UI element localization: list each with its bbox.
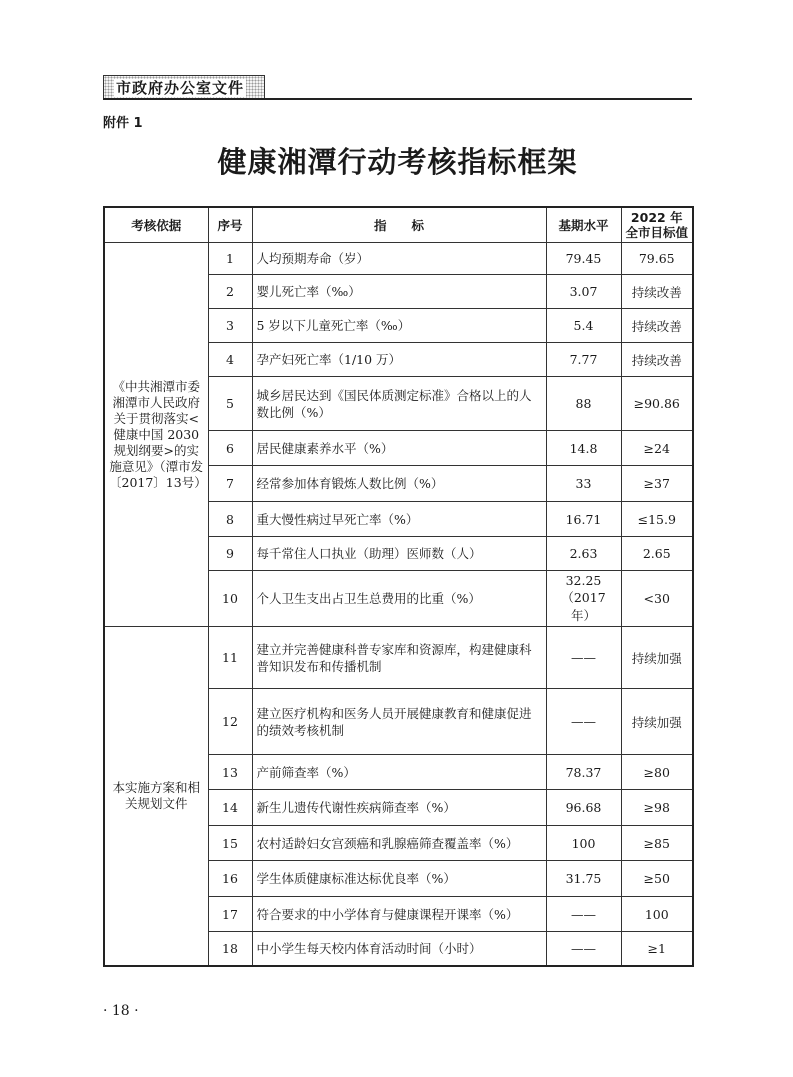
basis-cell: 《中共湘潭市委湘潭市人民政府关于贯彻落实<健康中国 2030 规划纲要>的实施意见》（潭市发〔2017〕13号）: [104, 243, 208, 627]
indicator-cell: 5 岁以下儿童死亡率（‰）: [252, 309, 546, 343]
baseline-cell: 16.71: [546, 502, 621, 537]
number-cell: 12: [208, 689, 252, 755]
indicator-cell: 学生体质健康标准达标优良率（%）: [252, 861, 546, 897]
column-header-baseline: 基期水平: [546, 207, 621, 243]
indicator-cell: 婴儿死亡率（‰）: [252, 275, 546, 309]
indicator-cell: 重大慢性病过早死亡率（%）: [252, 502, 546, 537]
indicator-cell: 建立医疗机构和医务人员开展健康教育和健康促进的绩效考核机制: [252, 689, 546, 755]
baseline-cell: [546, 571, 621, 627]
indicator-cell: 孕产妇死亡率（1/10 万）: [252, 343, 546, 377]
indicator-cell: 中小学生每天校内体育活动时间（小时）: [252, 932, 546, 966]
baseline-cell: 78.37: [546, 755, 621, 790]
baseline-cell: ——: [546, 932, 621, 966]
number-cell: 6: [208, 431, 252, 466]
baseline-cell: 88: [546, 377, 621, 431]
table-row: [104, 243, 693, 275]
header-rule: [103, 98, 692, 100]
baseline-cell: ——: [546, 627, 621, 689]
column-header-target-label: 全市目标值: [625, 225, 689, 240]
indicator-cell: 经常参加体育锻炼人数比例（%）: [252, 466, 546, 502]
indicator-table: [103, 206, 694, 967]
number-cell: 9: [208, 537, 252, 571]
target-cell: ≥85: [621, 826, 693, 861]
column-header-basis: 考核依据: [104, 207, 208, 243]
baseline-cell: ——: [546, 897, 621, 932]
indicator-cell: 人均预期寿命（岁）: [252, 243, 546, 275]
target-cell: <30: [621, 571, 693, 627]
basis-cell: 本实施方案和相关规划文件: [104, 627, 208, 966]
column-header-target-year: 2022 年: [630, 210, 683, 225]
number-cell: 4: [208, 343, 252, 377]
target-cell: ≥50: [621, 861, 693, 897]
table-header-row: [104, 207, 693, 243]
number-cell: 5: [208, 377, 252, 431]
target-cell: ≤15.9: [621, 502, 693, 537]
indicator-cell: 农村适龄妇女宫颈癌和乳腺癌筛查覆盖率（%）: [252, 826, 546, 861]
number-cell: 18: [208, 932, 252, 966]
target-cell: 持续改善: [621, 343, 693, 377]
number-cell: 7: [208, 466, 252, 502]
indicator-cell: 符合要求的中小学体育与健康课程开课率（%）: [252, 897, 546, 932]
column-header-number: 序号: [208, 207, 252, 243]
baseline-cell: 3.07: [546, 275, 621, 309]
column-header-indicator: 指 标: [252, 207, 546, 243]
number-cell: 3: [208, 309, 252, 343]
indicator-cell: 新生儿遗传代谢性疾病筛查率（%）: [252, 790, 546, 826]
number-cell: 16: [208, 861, 252, 897]
target-cell: ≥80: [621, 755, 693, 790]
baseline-cell: 7.77: [546, 343, 621, 377]
attachment-label: 附件 1: [103, 116, 143, 131]
page-title: 健康湘潭行动考核指标框架: [217, 145, 578, 179]
baseline-year-note: （2017 年）: [561, 590, 606, 623]
indicator-cell: 建立并完善健康科普专家库和资源库，构建健康科普知识发布和传播机制: [252, 627, 546, 689]
number-cell: 17: [208, 897, 252, 932]
target-cell: 持续改善: [621, 275, 693, 309]
target-cell: ≥1: [621, 932, 693, 966]
document-header-tag: [103, 75, 265, 99]
number-cell: 2: [208, 275, 252, 309]
target-cell: 79.65: [621, 243, 693, 275]
number-cell: 1: [208, 243, 252, 275]
baseline-value: 32.25: [565, 573, 602, 588]
indicator-cell: 城乡居民达到《国民体质测定标准》合格以上的人数比例（%）: [252, 377, 546, 431]
indicator-cell: 每千常住人口执业（助理）医师数（人）: [252, 537, 546, 571]
baseline-cell: 100: [546, 826, 621, 861]
target-cell: 持续加强: [621, 689, 693, 755]
target-cell: ≥98: [621, 790, 693, 826]
number-cell: 14: [208, 790, 252, 826]
baseline-cell: 79.45: [546, 243, 621, 275]
baseline-cell: ——: [546, 689, 621, 755]
baseline-cell: 31.75: [546, 861, 621, 897]
baseline-cell: 5.4: [546, 309, 621, 343]
number-cell: 10: [208, 571, 252, 627]
indicator-cell: 产前筛查率（%）: [252, 755, 546, 790]
table-body: [104, 243, 693, 966]
target-cell: 持续改善: [621, 309, 693, 343]
baseline-cell: 2.63: [546, 537, 621, 571]
target-cell: ≥37: [621, 466, 693, 502]
target-cell: 持续加强: [621, 627, 693, 689]
target-cell: 100: [621, 897, 693, 932]
indicator-cell: 个人卫生支出占卫生总费用的比重（%）: [252, 571, 546, 627]
page-number: · 18 ·: [103, 1003, 139, 1019]
table-row: [104, 627, 693, 689]
target-cell: ≥24: [621, 431, 693, 466]
number-cell: 15: [208, 826, 252, 861]
baseline-cell: 14.8: [546, 431, 621, 466]
indicator-cell: 居民健康素养水平（%）: [252, 431, 546, 466]
baseline-cell: 33: [546, 466, 621, 502]
target-cell: ≥90.86: [621, 377, 693, 431]
number-cell: 13: [208, 755, 252, 790]
target-cell: 2.65: [621, 537, 693, 571]
number-cell: 8: [208, 502, 252, 537]
baseline-cell: 96.68: [546, 790, 621, 826]
document-header-label: 市政府办公室文件: [116, 79, 245, 97]
column-header-target: [621, 207, 693, 243]
number-cell: 11: [208, 627, 252, 689]
